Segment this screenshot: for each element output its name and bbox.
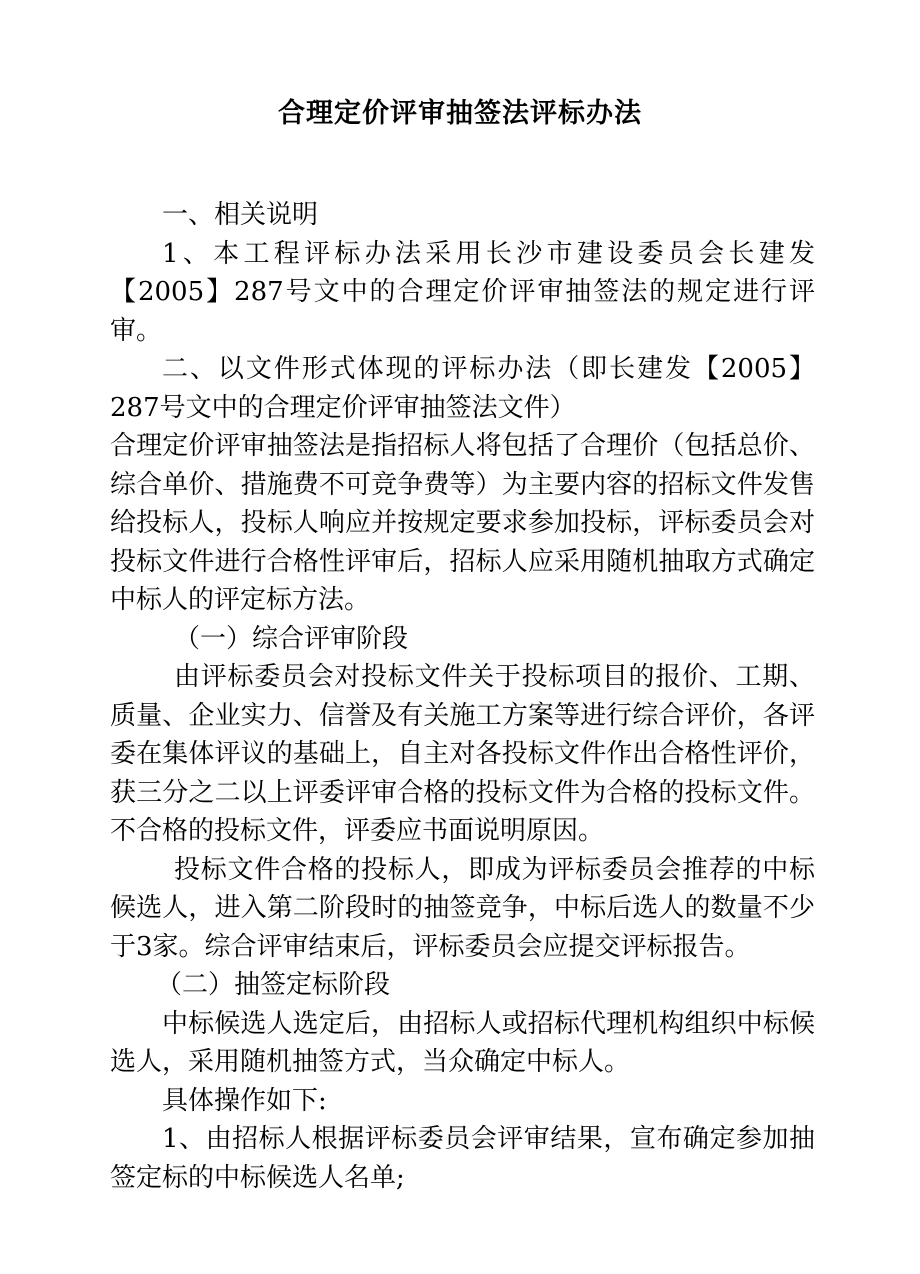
section-heading-related-notes: 一、相关说明 xyxy=(162,200,319,230)
paragraph-definition: 合理定价评审抽签法是指招标人将包括了合理价（包括总价、综合单价、措施费不可竞争费等）为主要内容的招标文件发售给投标人，投标人响应并按规定要求参加投标，评标委员会对投标文件进行合格性评审后，招标人应采用随机抽取方式确定中标人的评定标方法。 xyxy=(110,431,815,615)
paragraph-qualified-bidders: 投标文件合格的投标人，即成为评标委员会推荐的中标候选人，进入第二阶段时的抽签竞争，中标后选人的数量不少于3家。综合评审结束后，评标委员会应提交评标报告。 xyxy=(110,854,815,962)
paragraph-item-1: 1、本工程评标办法采用长沙市建设委员会长建发【2005】287号文中的合理定价评审抽签法的规定进行评审。 xyxy=(110,238,815,346)
paragraph-operation-heading: 具体操作如下: xyxy=(162,1085,327,1116)
subsection-heading-lottery-stage: （二）抽签定标阶段 xyxy=(156,970,391,1000)
paragraph-comprehensive-review: 由评标委员会对投标文件关于投标项目的报价、工期、质量、企业实力、信誉及有关施工方案等进行综合评价，各评委在集体评议的基础上，自主对各投标文件作出合格性评价，获三分之二以上评委评审合格的投标文件为合格的投标文件。不合格的投标文件，评委应书面说明原因。 xyxy=(110,662,815,846)
paragraph-lottery-stage: 中标候选人选定后，由招标人或招标代理机构组织中标候选人，采用随机抽签方式，当众确定中标人。 xyxy=(110,1008,815,1077)
document-body xyxy=(110,196,815,1197)
subsection-heading-comprehensive-review: （一）综合评审阶段 xyxy=(174,623,409,654)
paragraph-operation-step-1: 1、由招标人根据评标委员会评审结果，宣布确定参加抽签定标的中标候选人名单; xyxy=(110,1124,815,1193)
document-title: 合理定价评审抽签法评标办法 xyxy=(278,98,642,129)
section-heading-bid-method: 二、以文件形式体现的评标办法（即长建发【2005】287号文中的合理定价评审抽签法文件） xyxy=(110,354,815,423)
